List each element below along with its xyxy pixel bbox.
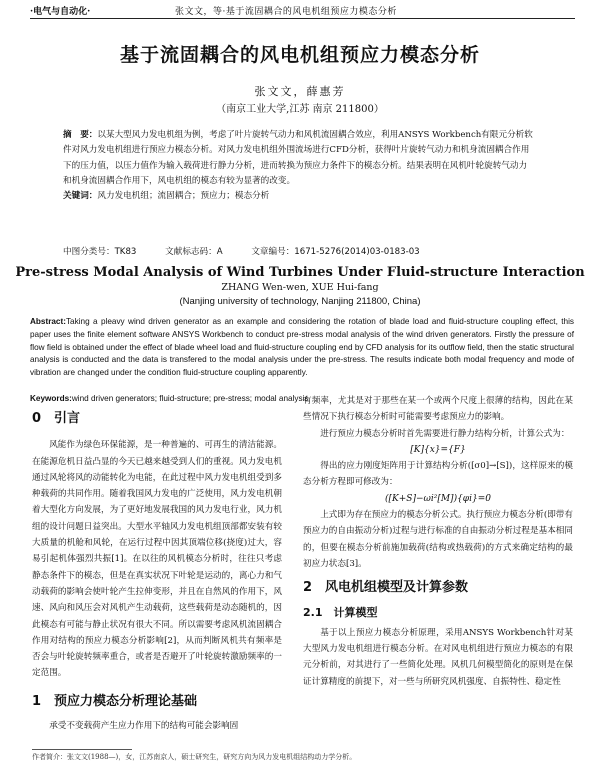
document-code: 文献标志码：A	[165, 247, 223, 257]
abstract-en-label: Abstract:	[30, 317, 66, 326]
section-2-1-heading: 2.1 计算模型	[303, 605, 378, 619]
authors-en: ZHANG Wen-wen, XUE Hui-fang	[221, 282, 379, 293]
right-para-1: 有频率，尤其是对于那些在某一个或两个尺度上很薄的结构，因此在某些情况下执行模态分析时可能需要考虑预应力的影响。	[303, 396, 573, 423]
abstract-cn-text: 以某大型风力发电机组为例，考虑了叶片旋转气动力和风机流固耦合效应，利用ANSYS Workbench有限元分析软件对风力发电机组进行预应力模态分析。对风力发电机组外围流场进行CFD分析，获得叶片旋转气动力和机身流固耦合作用下的压力值，以压力值作为输入载荷进行静力分析，进而转换为预应力条件下的模态分析。结果表明在风机叶轮旋转气动力和机身流固耦合作用下，风电机组的模态有较为显著的改变。	[63, 130, 533, 186]
equation-2: ([K+S]−ωi²[M]){φi}=0	[385, 493, 491, 504]
authors-cn: 张文文，薛惠芳	[254, 85, 346, 98]
article-number: 文章编号：1671-5276(2014)03-0183-03	[251, 247, 420, 257]
keywords-en-label: Keywords:	[30, 394, 72, 403]
intro-paragraph: 风能作为绿色环保能源，是一种普遍的、可再生的清洁能源。在能源危机日益凸显的今天已越来越受到人们的重视。风力发电机通过风轮将风的动能转化为电能，在此过程中风力发电机组受到多种载荷的共同作用。随着我国风力发电的广泛使用，风力发电机朝着大型化方向发展，为了更好地发展我国的风力发电行业，风力机组的设计问题日益突出。大型水平轴风力发电机组顶部都安装有较大质量的机舱和风轮，在运行过程中因其顶端位移(挠度)过大，容易引起机体强烈共振[1]。在以往的风机模态分析时，往往只考虑静态条件下的模态，但是在真实状况下叶轮是运动的，离心力和气动载荷的影响会使叶轮产生拉伸变形，并且在自然风的作用下，风速、风向和风压会对风机产生动载荷，这些载荷是动态随机的，因此模态有可能与静止状况有很大不同。所以需要考虑风机流固耦合作用对结构的预应力模态分析影响[2]，从而判断风机共有频率是否会与叶轮旋转频率重合，或者是否避开了叶轮旋转激励频率的一定范围。	[32, 440, 282, 679]
right-para-3: 得出的应力刚度矩阵用于计算结构分析([σ0]→[S])，这样原来的模态分析方程即可修改为：	[303, 461, 573, 488]
abstract-cn	[63, 128, 533, 204]
equation-1: [K]{x}={F}	[410, 444, 466, 455]
keywords-cn-label: 关键词：	[63, 191, 98, 202]
abstract-en	[30, 316, 574, 380]
affiliation-cn: （南京工业大学,江苏 南京 211800）	[216, 104, 384, 115]
keywords-cn-text: 风力发电机组；流固耦合；预应力；模态分析	[97, 191, 270, 202]
paper-title-en: Pre-stress Modal Analysis of Wind Turbines Under Fluid-structure Interaction	[15, 265, 585, 280]
footnote: 作者简介：张文文(1988—)，女，江苏南京人，硕士研究生，研究方向为风力发电机组结构动力学分析。	[32, 753, 357, 761]
right-para-5: 基于以上预应力模态分析原理，采用ANSYS Workbench针对某大型风力发电机组进行模态分析。在对风电机组进行预应力模态的有限元分析前，对其进行了一些简化处理。风机几何模型简化的原则是在保证计算精度的前提下，对一些与所研究风机强度、自振特性、稳定性	[303, 627, 573, 687]
footnote-rule	[32, 749, 132, 750]
right-column	[303, 393, 573, 690]
abstract-cn-label: 摘 要：	[63, 130, 98, 140]
paper-title-cn: 基于流固耦合的风电机组预应力模态分析	[119, 44, 480, 66]
journal-section: ·电气与自动化·	[30, 7, 91, 17]
section-2-heading: 2 风电机组模型及计算参数	[303, 580, 469, 596]
right-para-2: 进行预应力模态分析时首先需要进行静力结构分析，计算公式为：	[320, 428, 570, 439]
section-1-heading: 1 预应力模态分析理论基础	[32, 693, 198, 709]
keywords-en-text: wind driven generators; fluid-structure; pre-stress; modal analysis	[71, 394, 309, 403]
section-0-heading: 0 引言	[32, 411, 81, 426]
abstract-en-text: Taking a pleavy wind driven generator as an example and considering the rotation of blade load and fluid-structure coupling effect, this paper uses the finite element software ANSYS Workbench to conduct pre-stress modal analysis of the wind driven generators. Firstly the pressure of flow field is obtained under the effect of blade wheel load and fluid-structure coupling end by CFD analysis for its outflow field, then the static structural analysis is conducted and the data is transfered to the modal analysis under the pre-stress. The results indicate both modal frequency and mode of vibration are changed under the condition fluid-structure coupling apparently.	[30, 317, 574, 378]
running-title: 张文文，等·基于流固耦合的风电机组预应力模态分析	[175, 7, 397, 17]
right-para-4: 上式即为存在预应力的模态分析公式。执行预应力模态分析(即带有预应力的自由振动分析)过程与进行标准的自由振动分析过程是基本相同的，但要在模态分析前施加载荷(结构或热载荷)的方式来确定结构的最初应力状态[3]。	[303, 510, 573, 569]
clc-number: 中图分类号：TK83	[63, 247, 137, 257]
affiliation-en: (Nanjing university of technology, Nanjing 211800, China)	[179, 296, 421, 307]
left-column	[32, 405, 282, 734]
header-rule	[30, 18, 575, 19]
theory-paragraph: 承受不变载荷产生应力作用下的结构可能会影响固	[49, 721, 239, 732]
classification-info	[63, 245, 533, 257]
running-header	[0, 4, 600, 18]
